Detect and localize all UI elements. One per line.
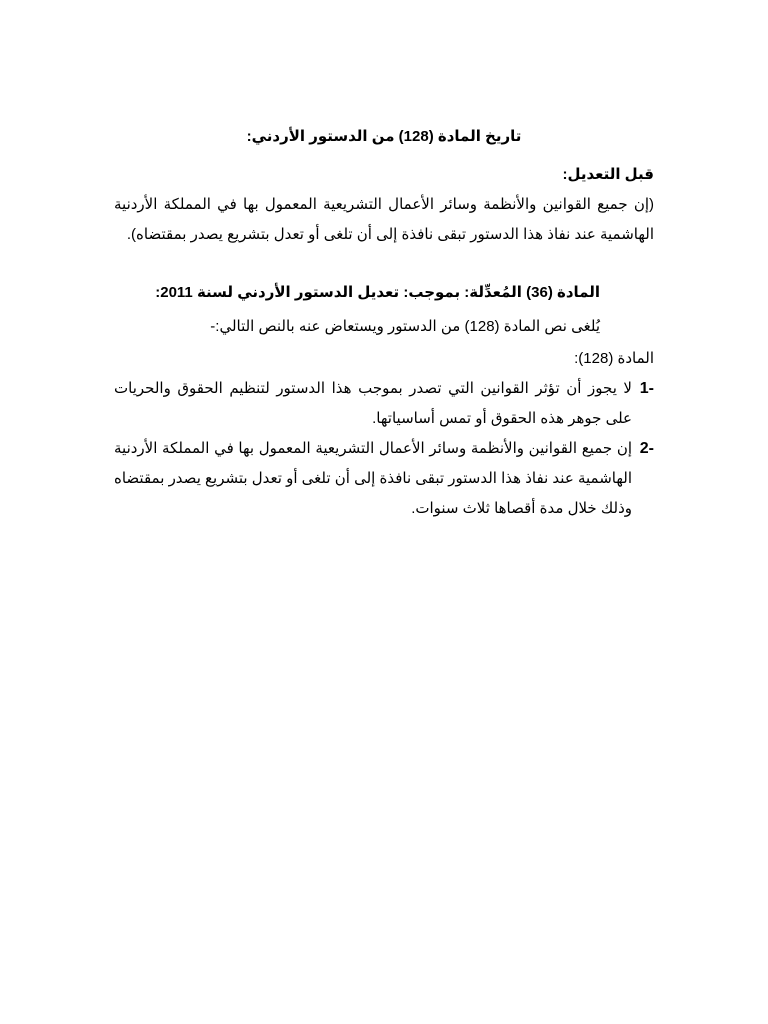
list-item-text: لا يجوز أن تؤثر القوانين التي تصدر بموجب هذا الدستور لتنظيم الحقوق والحريات على جوهر هذه الحقوق أو تمس أساسياتها. <box>114 380 632 427</box>
list-item-number: -1 <box>639 380 654 397</box>
amended-article-heading: المادة (36) المُعدِّلة: بموجب: تعديل الدستور الأردني لسنة 2011: <box>155 284 600 301</box>
list-item-text: إن جميع القوانين والأنظمة وسائر الأعمال التشريعية المعمول بها في المملكة الأردنية الهاشمية عند نفاذ هذا الدستور تبقى نافذة إلى أن تلغى أو تعدل بتشريع يصدر بمقتضاه وذلك خلال مدة أقصاها ثلاث سنوات. <box>114 440 632 517</box>
list-item <box>114 374 654 434</box>
list-item-number: -2 <box>639 440 654 457</box>
article-label: المادة (128): <box>574 350 654 367</box>
list-item <box>114 434 654 524</box>
before-amendment-label: قبل التعديل: <box>562 166 654 183</box>
document-body <box>114 122 654 524</box>
document-title: تاريخ المادة (128) من الدستور الأردني: <box>246 128 522 145</box>
before-amendment-text: (إن جميع القوانين والأنظمة وسائر الأعمال التشريعية المعمول بها في المملكة الأردنية الهاشمية عند نفاذ هذا الدستور تبقى نافذة إلى أن تلغى أو تعدل بتشريع يصدر بمقتضاه). <box>114 196 654 243</box>
replacement-intro: يُلغى نص المادة (128) من الدستور ويستعاض عنه بالنص التالي:- <box>210 318 600 335</box>
